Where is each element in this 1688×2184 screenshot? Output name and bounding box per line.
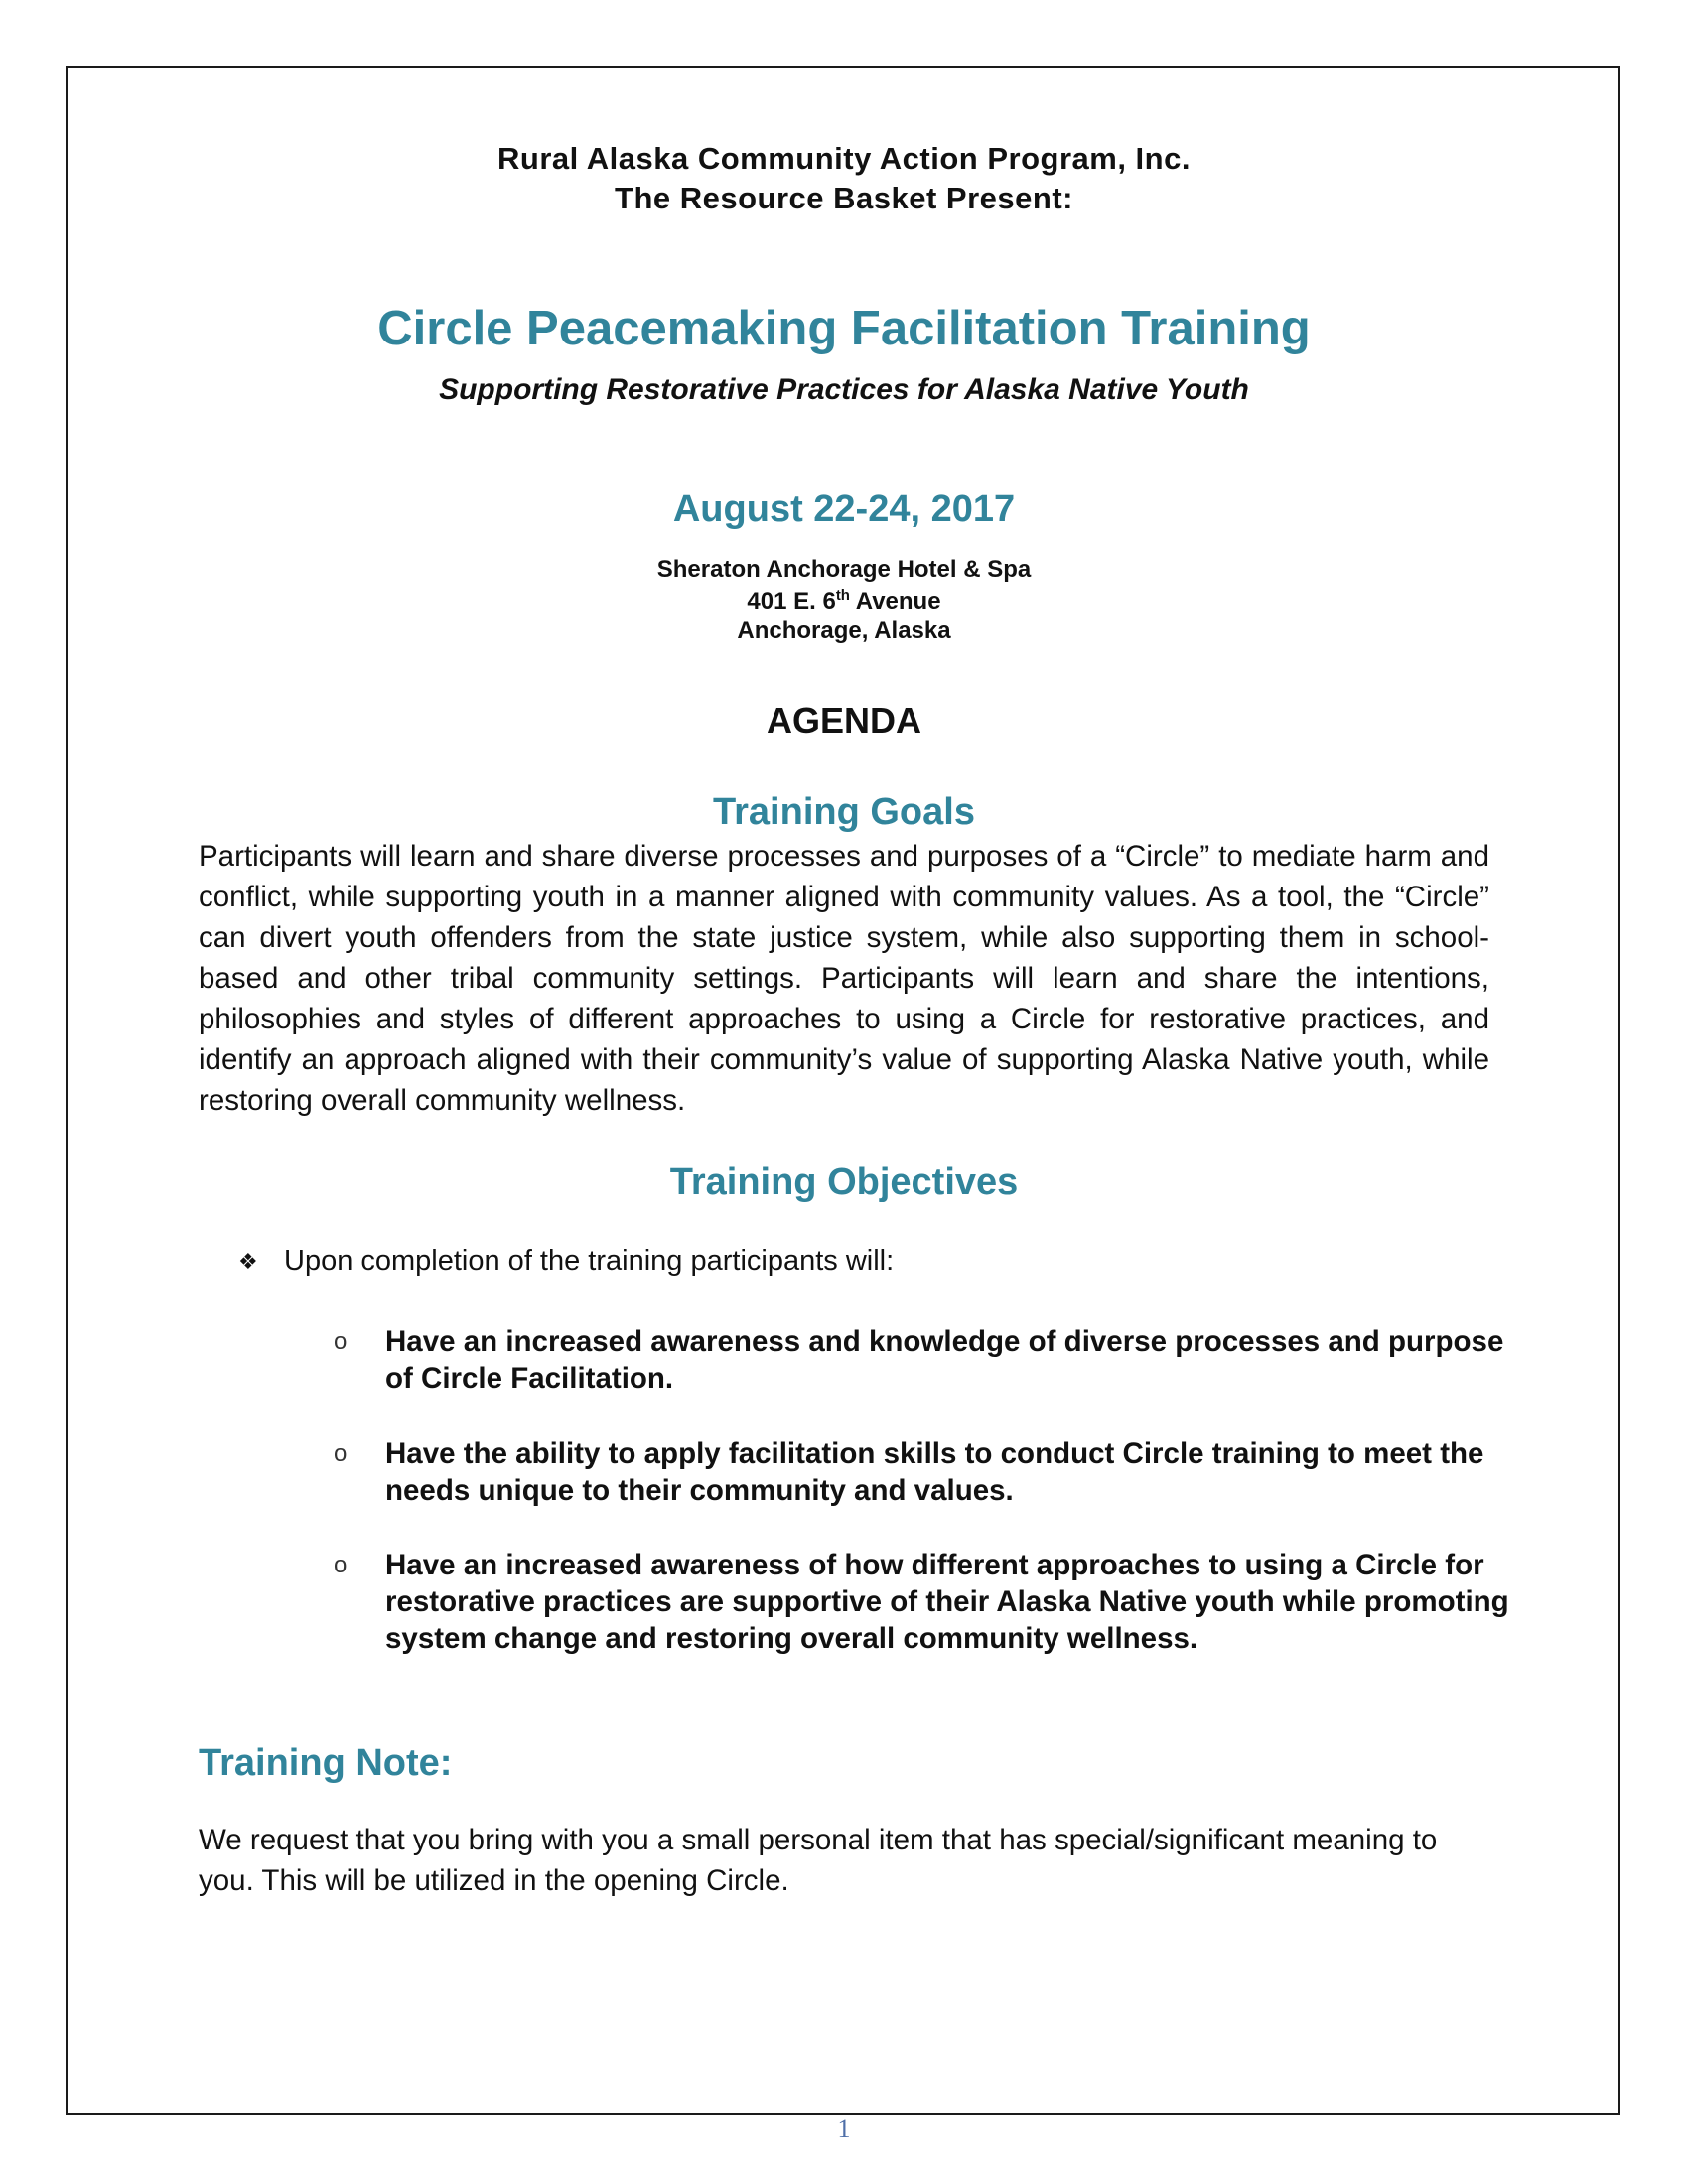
- event-subtitle: Supporting Restorative Practices for Alaska Native Youth: [439, 373, 1249, 406]
- address-superscript: th: [835, 587, 850, 604]
- circle-bullet-icon: o: [334, 1440, 348, 1467]
- event-date: August 22-24, 2017: [672, 488, 1016, 530]
- event-title: Circle Peacemaking Facilitation Training: [377, 302, 1311, 355]
- org-name: Rural Alaska Community Action Program, Inc.: [497, 141, 1191, 176]
- goals-heading: Training Goals: [713, 791, 975, 833]
- presenter-line: The Resource Basket Present:: [615, 181, 1073, 215]
- goals-paragraph: Participants will learn and share diverse processes and purposes of a “Circle” to mediate harm and conflict, while supporting youth in a manner aligned with community values. As a tool, the “Circle” can divert youth offenders from the state justice system, while also supporting them in school-based and other tribal community settings. Participants will learn and share the intentions, philosophies and styles of different approaches to using a Circle for restorative practices, and identify an approach aligned with their community’s value of supporting Alaska Native youth, while restoring overall community wellness.: [199, 840, 1489, 1117]
- objectives-heading: Training Objectives: [669, 1161, 1019, 1203]
- venue-address: [199, 587, 1489, 615]
- circle-bullet-icon: o: [334, 1552, 348, 1578]
- note-paragraph: We request that you bring with you a small personal item that has special/significant meaning to you. This will be utilized in the opening Circle.: [199, 1824, 1438, 1897]
- four-diamond-bullet-icon: ❖: [238, 1248, 258, 1274]
- venue-name: Sheraton Anchorage Hotel & Spa: [656, 556, 1032, 583]
- agenda-label: AGENDA: [766, 700, 921, 741]
- address-suffix: Avenue: [849, 588, 941, 614]
- note-heading: Training Note:: [199, 1742, 453, 1784]
- objectives-intro-text: Upon completion of the training participants will:: [284, 1245, 895, 1277]
- circle-bullet-icon: o: [334, 1328, 348, 1355]
- objective-item: Have the ability to apply facilitation skills to conduct Circle training to meet the needs unique to their community and values.: [385, 1437, 1484, 1507]
- page-number: 1: [837, 2115, 851, 2143]
- objective-item: Have an increased awareness of how different approaches to using a Circle for restorative practices are supportive of their Alaska Native youth while promoting system change and restoring overall community wellness.: [385, 1549, 1509, 1655]
- address-prefix: 401 E. 6: [747, 588, 836, 614]
- objectives-intro: [238, 1245, 894, 1278]
- objective-item: Have an increased awareness and knowledge of diverse processes and purpose of Circle Facilitation.: [385, 1325, 1504, 1395]
- venue-city: Anchorage, Alaska: [737, 617, 951, 644]
